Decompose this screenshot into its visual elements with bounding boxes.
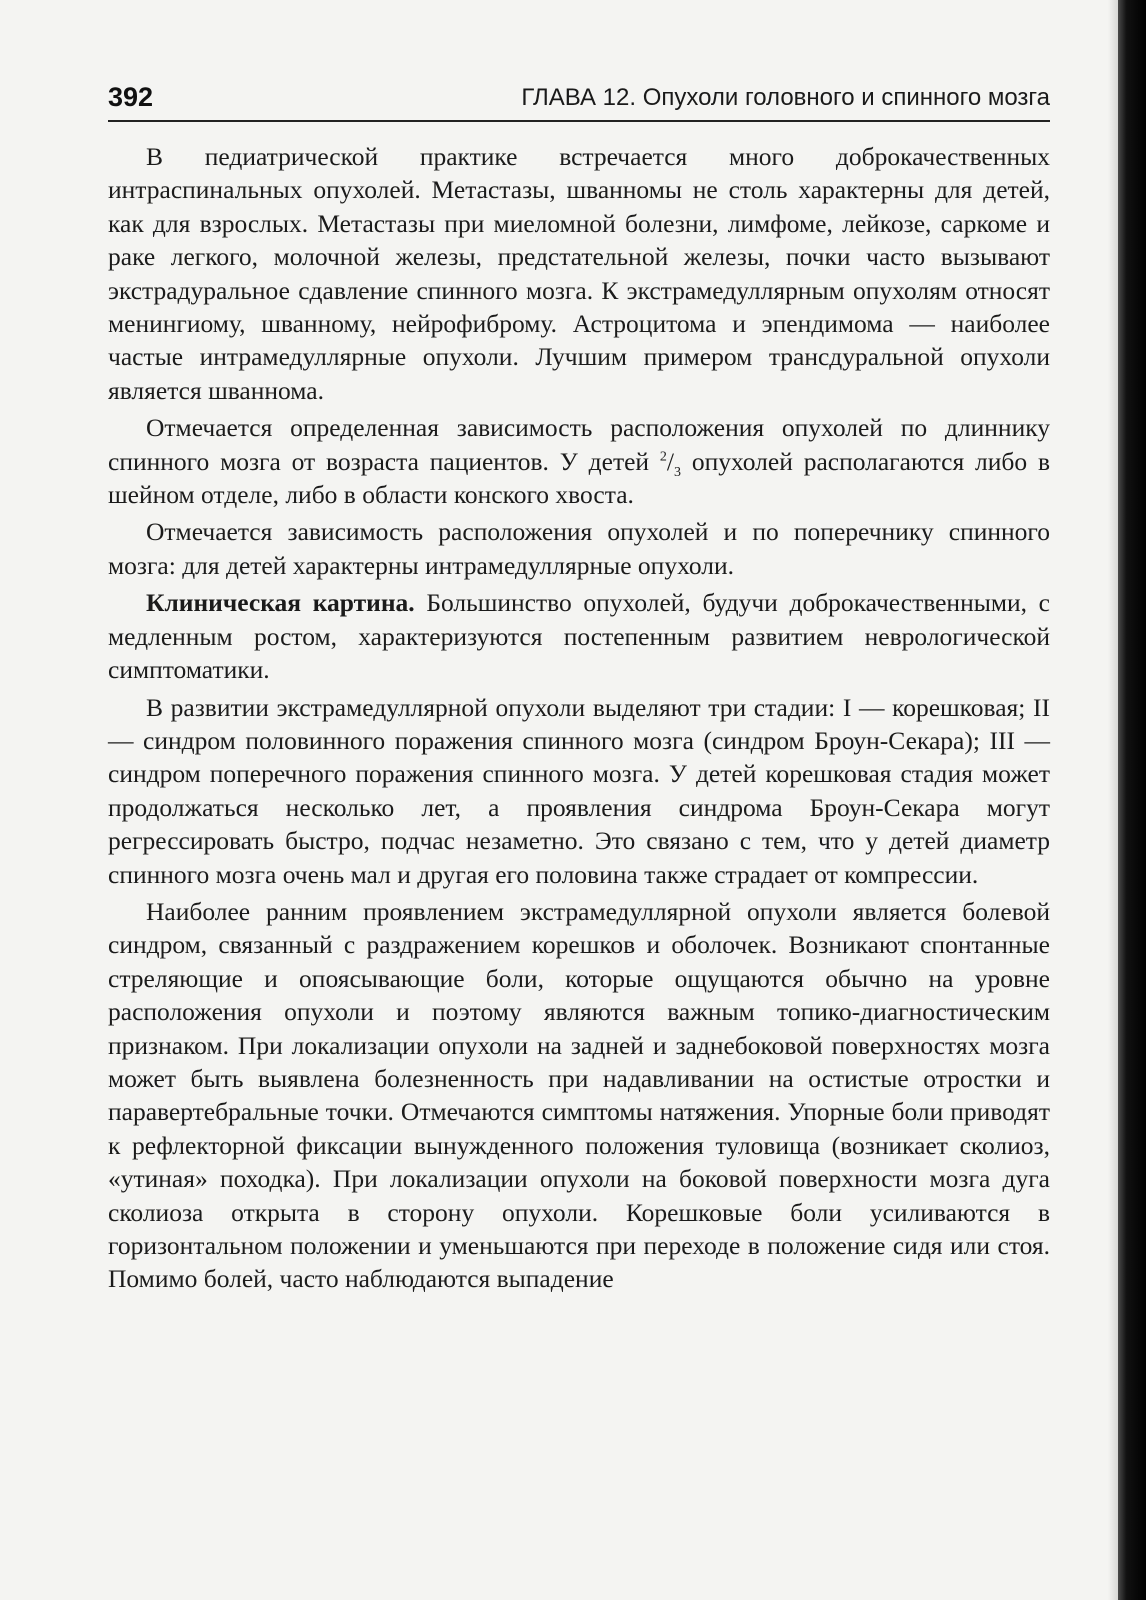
paragraph-5: В развитии экстрамедуллярной опухоли выделяют три стадии: I — корешковая; II — синдром половинного поражения спинного мозга (синдром Броун-Секара); III — синдром поперечного поражения спинного мозга. У детей корешковая стадия может продолжаться несколько лет, а проявления синдрома Броун-Секара могут регрессировать быстро, подчас незаметно. Это связано с тем, что у детей диаметр спинного мозга очень мал и другая его половина также страдает от компрессии.	[108, 692, 1050, 889]
paragraph-2-text-before: Отмечается определенная зависимость расположения опухолей по длиннику спинного мозга от возраста пациентов. У детей	[108, 413, 1050, 476]
running-head: ГЛАВА 12. Опухоли головного и спинного мозга	[521, 84, 1050, 111]
paragraph-2-text-after: опухолей располагаются либо в шейном отделе, либо в области конского хвоста.	[108, 446, 1050, 510]
section-heading-inline: Клиническая картина.	[146, 588, 415, 618]
paragraph-3: Отмечается зависимость расположения опухолей и по поперечнику спинного мозга: для детей характерны интрамедуллярные опухоли.	[108, 517, 1050, 580]
fraction-numerator: 2	[659, 449, 667, 465]
page-number: 392	[108, 82, 154, 112]
paragraph-2: Отмечается определенная зависимость расположения опухолей по длиннику спинного мозга от возраста пациентов. У детей $^2/_3$ опухолей располагаются либо в шейном отделе, либо в области конского хвоста.	[108, 413, 1050, 510]
paragraph-4-text: Большинство опухолей, будучи доброкачественными, с медленным ростом, характеризуются постепенным развитием неврологической симптоматики.	[108, 588, 1050, 685]
fraction-denominator: 3	[673, 464, 681, 480]
paragraph-1: В педиатрической практике встречается много доброкачественных интраспинальных опухолей. Метастазы, шванномы не столь характерны для детей, как для взрослых. Метастазы при миеломной болезни, лимфоме, лейкозе, саркоме и раке легкого, молочной железы, предстательной железы, почки часто вызывают экстрадуральное сдавление спинного мозга. К экстрамедуллярным опухолям относят менингиому, шванному, нейрофиброму. Астроцитома и эпендимома — наиболее частые интрамедуллярные опухоли. Лучшим примером трансдуральной опухоли является шваннома.	[108, 142, 1050, 405]
page-header	[108, 80, 1050, 122]
page-edge-shadow	[1108, 0, 1118, 1600]
book-spine-edge	[1118, 0, 1146, 1600]
paragraph-6: Наиболее ранним проявлением экстрамедуллярной опухоли является болевой синдром, связанный с раздражением корешков и оболочек. Возникают спонтанные стреляющие и опоясывающие боли, которые ощущаются обычно на уровне расположения опухоли и поэтому являются важным топико-диагностическим признаком. При локализации опухоли на задней и заднебоковой поверхностях мозга может быть выявлена болезненность при надавливании на остистые отростки и паравертебральные точки. Отмечаются симптомы натяжения. Упорные боли приводят к рефлекторной фиксации вынужденного положения туловища (возникает сколиоз, «утиная» походка). При локализации опухоли на боковой поверхности мозга дуга сколиоза открыта в сторону опухоли. Корешковые боли усиливаются в горизонтальном положении и уменьшаются при переходе в положение сидя или стоя. Помимо болей, часто наблюдаются выпадение	[108, 896, 1050, 1294]
body-text	[108, 140, 1050, 1300]
paragraph-4	[108, 586, 1050, 686]
